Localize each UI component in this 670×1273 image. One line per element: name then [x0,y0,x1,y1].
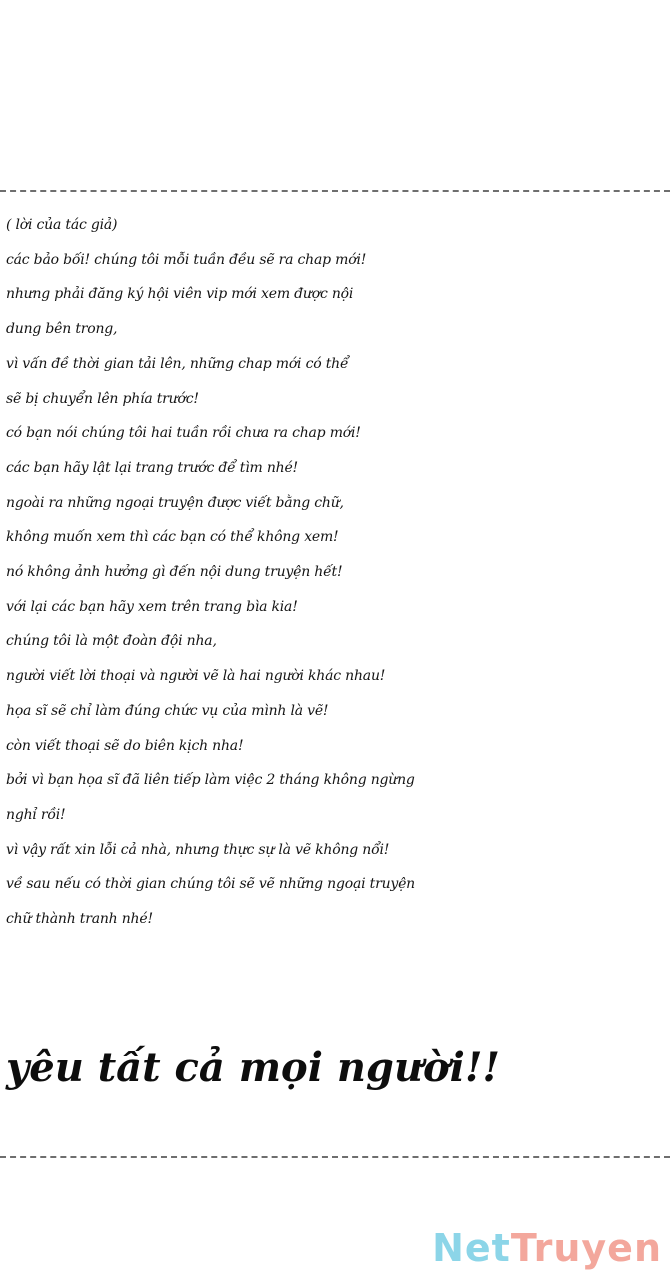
note-line: vì vậy rất xin lỗi cả nhà, nhưng thực sự là vẽ không nổi! [6,841,390,858]
note-line: chúng tôi là một đoàn đội nha, [6,633,217,650]
note-line: dung bên trong, [6,321,118,338]
top-dashed-divider [0,190,670,192]
note-line: nghỉ rồi! [6,806,66,823]
note-line: không muốn xem thì các bạn có thể không xem! [6,529,339,546]
note-line: nó không ảnh hưởng gì đến nội dung truyện hết! [6,564,343,581]
bottom-dashed-divider [0,1156,670,1158]
note-line: họa sĩ sẽ chỉ làm đúng chức vụ của mình là vẽ! [6,702,329,719]
note-line: với lại các bạn hãy xem trên trang bìa kia! [6,598,298,615]
watermark-net: Net [432,1226,511,1270]
note-line: nhưng phải đăng ký hội viên vip mới xem được nội [6,286,354,303]
note-line: bởi vì bạn họa sĩ đã liên tiếp làm việc 2 tháng không ngừng [6,772,415,789]
note-line: vì vấn đề thời gian tải lên, những chap mới có thể [6,355,349,372]
note-line: người viết lời thoại và người vẽ là hai người khác nhau! [6,668,386,685]
note-line: về sau nếu có thời gian chúng tôi sẽ vẽ những ngoại truyện [6,876,415,893]
site-watermark-logo [432,1226,662,1270]
watermark-truyen: Truyen [510,1226,662,1270]
note-line: ( lời của tác giả) [6,217,118,233]
closing-message: yêu tất cả mọi người!! [6,1044,500,1091]
note-line: các bảo bối! chúng tôi mỗi tuần đều sẽ ra chap mới! [6,251,367,268]
note-line: sẽ bị chuyển lên phía trước! [6,390,199,407]
note-line: còn viết thoại sẽ do biên kịch nha! [6,737,244,754]
note-line: chữ thành tranh nhé! [6,911,153,928]
note-line: các bạn hãy lật lại trang trước để tìm nhé! [6,459,298,476]
note-line: có bạn nói chúng tôi hai tuần rồi chưa ra chap mới! [6,425,361,442]
note-line: ngoài ra những ngoại truyện được viết bằng chữ, [6,494,344,511]
author-note [6,208,666,937]
